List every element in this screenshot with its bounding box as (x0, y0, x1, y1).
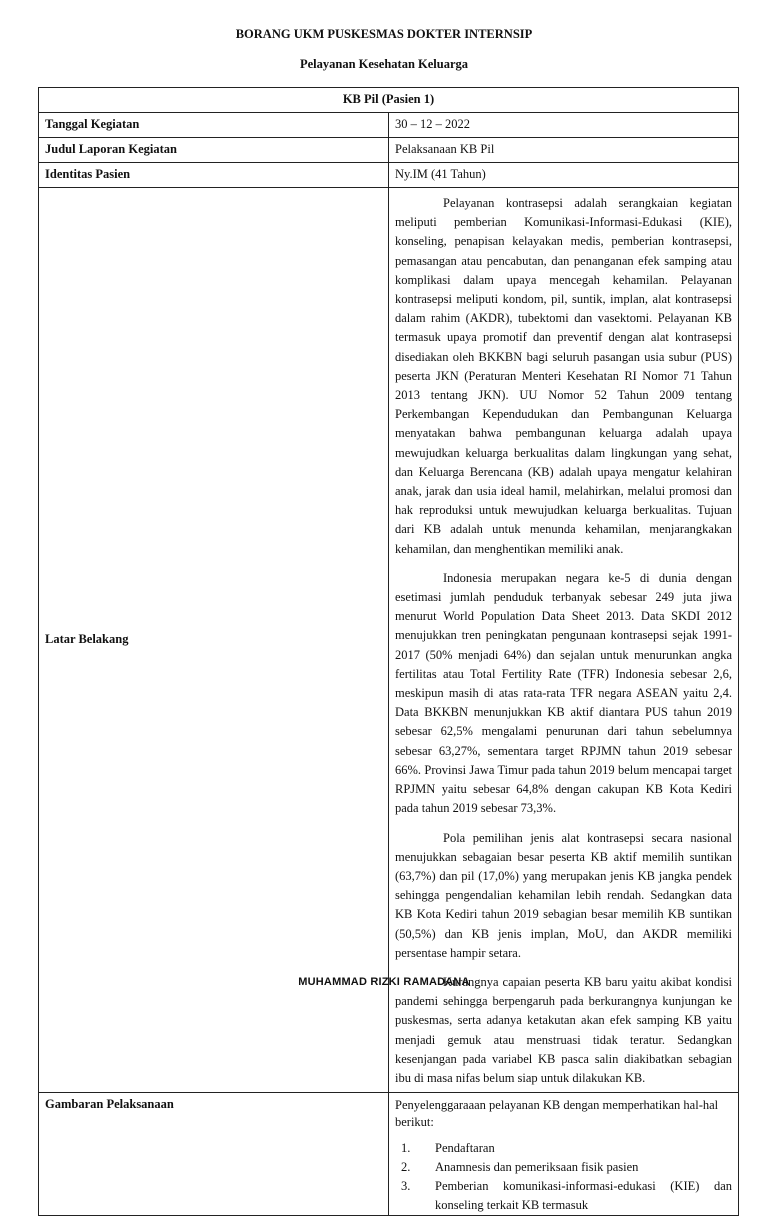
identitas-label: Identitas Pasien (39, 163, 389, 188)
gambaran-content (389, 1093, 739, 1216)
table-row (39, 138, 739, 163)
judul-label: Judul Laporan Kegiatan (39, 138, 389, 163)
judul-value: Pelaksanaan KB Pil (389, 138, 739, 163)
step-text: Anamnesis dan pemeriksaan fisik pasien (435, 1160, 639, 1175)
form-heading: KB Pil (Pasien 1) (39, 88, 739, 113)
tanggal-value: 30 – 12 – 2022 (389, 113, 739, 138)
gambaran-intro: Penyelenggaraaan pelayanan KB dengan memperhatikan hal-hal berikut: (395, 1098, 719, 1130)
latar-belakang-content (389, 188, 739, 1093)
table-row (39, 188, 739, 1093)
identitas-value: Ny.IM (41 Tahun) (389, 163, 739, 188)
gambaran-label: Gambaran Pelaksanaan (39, 1093, 389, 1216)
step-number: 1. (401, 1141, 411, 1156)
table-row (39, 88, 739, 113)
report-form-table (38, 87, 739, 1216)
step-number: 2. (401, 1160, 411, 1175)
latar-paragraph-2: Indonesia merupakan negara ke-5 di dunia dengan esetimasi jumlah penduduk terbanyak sebesar 249 juta jiwa menurut World Population Data Sheet 2013. Data SKDI 2012 menujukkan tren peningkatan pengunaan kontrasepsi sejak 1991-2017 (50% menjadi 64%) dan sejalan untuk menurunkan angka fertilitas atau Total Fertility Rate (TFR) Indonesia sebesar 2,6, meskipun masih di atas rata-rata TFR negara ASEAN yaitu 2,4. Data BKKBN menunjukkan KB aktif diantara PUS tahun 2019 sebesar 62,5% mengalami penurunan dari tahun sebelumnya sebesar 63,27%, sementara target RPJMN tahun 2019 sebesar 66%. Provinsi Jawa Timur pada tahun 2019 belum mencapai target RPJMN yaitu sebesar 64,8% dengan cakupan KB Kota Kediri pada tahun 2019 sebesar 73,3%. (395, 570, 732, 816)
tanggal-label: Tanggal Kegiatan (39, 113, 389, 138)
gambaran-steps-list (395, 1139, 732, 1215)
list-item (395, 1158, 732, 1177)
step-number: 3. (401, 1179, 411, 1194)
table-row (39, 1093, 739, 1216)
document-title: BORANG UKM PUSKESMAS DOKTER INTERNSIP (235, 27, 533, 41)
latar-paragraph-1: Pelayanan kontrasepsi adalah serangkaian kegiatan meliputi pemberian Komunikasi-Informasi-Edukasi (KIE), konseling, penapisan kelayakan medis, pemberian kontrasepsi, pemasangan atau pencabutan, dan penanganan efek samping atau komplikasi dalam upaya mencegah kehamilan. Pelayanan kontrasepsi meliputi kondom, pil, suntik, implan, alat kontrasepsi dalam rahim (AKDR), tubektomi dan vasektomi. Pelayanan KB termasuk upaya promotif dan preventif dengan alat kontrasepsi disediakan oleh BKKBN bagi seluruh pasangan usia subur (PUS) peserta JKN (Peraturan Menteri Kesehatan RI Nomor 71 Tahun 2013 tentang JKN). UU Nomor 52 Tahun 2009 tentang Perkembangan Kependudukan dan Pembangunan Keluarga menyatakan bahwa pembangunan keluarga adalah upaya mewujudkan keluarga berkualitas dalam lingkungan yang sehat, dan Keluarga Berencana (KB) adalah upaya mengatur kelahiran anak, jarak dan usia ideal hamil, melahirkan, melalui promosi dan hak reproduksi untuk mewujudkan keluarga berkualitas. Tujuan dari KB adalah untuk menunda kehamilan, menjarangkakan kehamilan, dan menghentikan memiliki anak. (395, 196, 732, 556)
list-item (395, 1177, 732, 1215)
step-text: Pemberian komunikasi-informasi-edukasi (KIE) dan konseling terkait KB termasuk (435, 1179, 732, 1213)
latar-paragraph-4: Kurangnya capaian peserta KB baru yaitu akibat kondisi pandemi sehingga berpengaruh pada berkurangnya kunjungan ke puskesmas, serta adanya ketakutan akan efek samping KB yaitu menjadi gemuk atau menstruasi tidak teratur. Sedangkan kesenjangan pada variabel KB pasca salin diakibatkan sebagian ibu di masa nifas belum siap untuk dilakukan KB. (395, 974, 732, 1085)
document-subtitle: Pelayanan Kesehatan Keluarga (299, 57, 469, 71)
latar-paragraph-3: Pola pemilihan jenis alat kontrasepsi secara nasional menujukkan sebagaian besar peserta KB aktif memilih suntikan (63,7%) dan pil (17,0%) yang merupakan jenis KB jangka pendek sehingga pengendalian kehamilan lebih rendah. Sedangkan data KB Kota Kediri tahun 2019 sebagian besar memilih KB suntikan (50,5%) dan KB jenis implan, MoU, dan AKDR memiliki persentase hampir setara. (395, 830, 732, 960)
table-row (39, 163, 739, 188)
latar-belakang-label: Latar Belakang (39, 188, 389, 1093)
footer-author: MUHAMMAD RIZKI RAMADANA (298, 976, 470, 988)
table-row (39, 113, 739, 138)
step-text: Pendaftaran (435, 1141, 495, 1156)
list-item (395, 1139, 732, 1158)
